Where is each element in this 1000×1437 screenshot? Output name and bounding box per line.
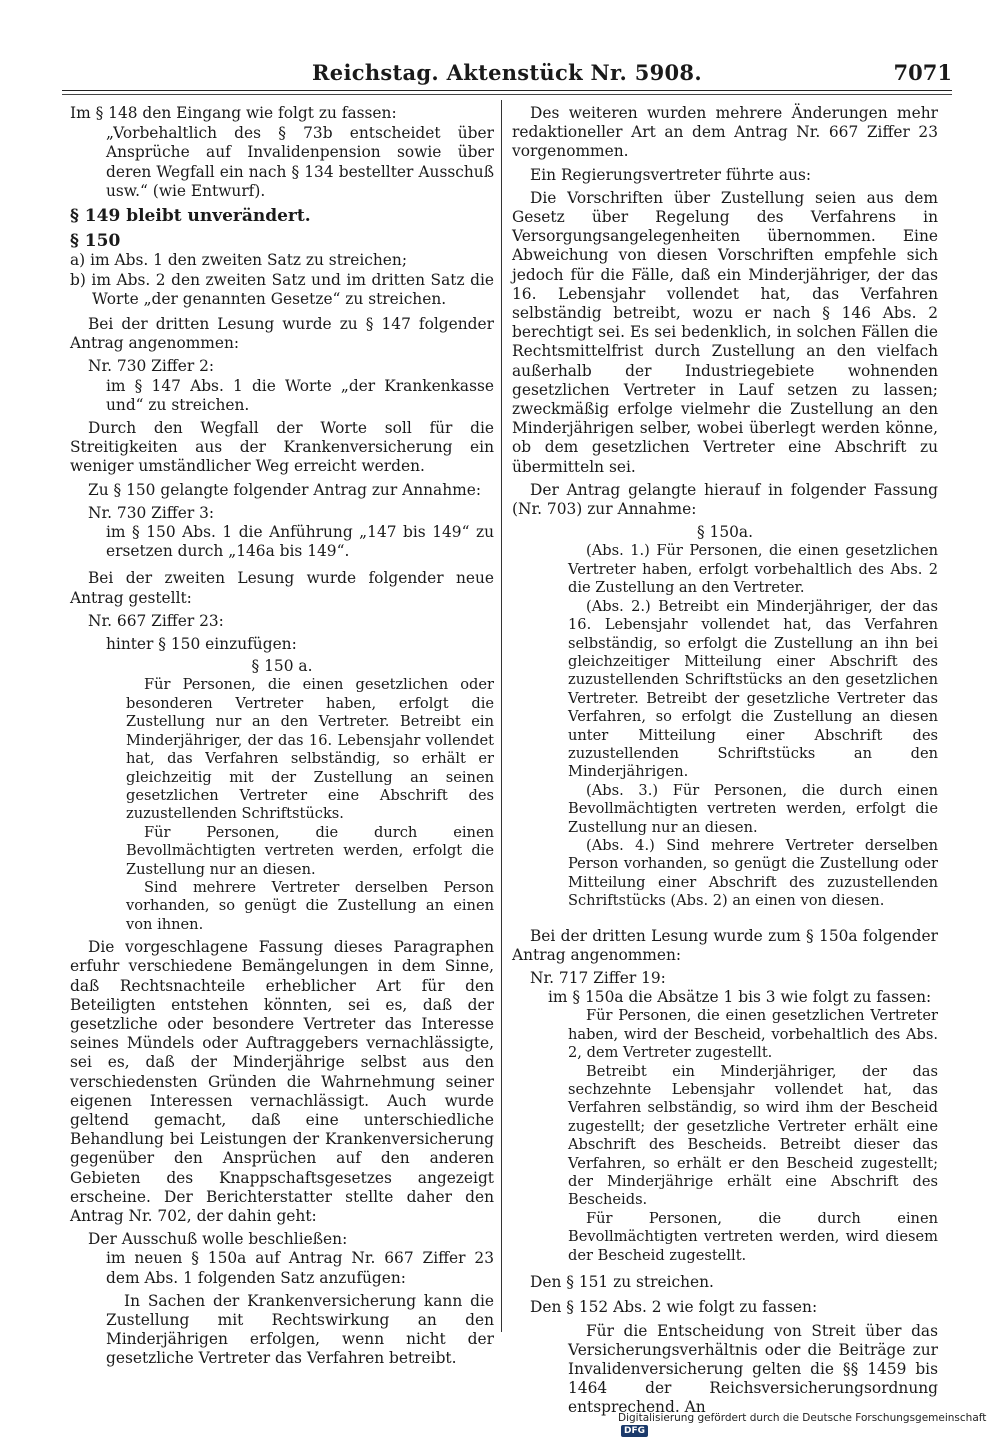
list-item: b) im Abs. 2 den zweiten Satz und im dritten Satz die Worte „der genannten Gesetze“ zu streichen. bbox=[70, 270, 494, 308]
paragraph: Für Personen, die durch einen Bevollmächtigten vertreten werden, erfolgt die Zustellung nur an diesen. bbox=[126, 823, 494, 878]
paragraph: Sind mehrere Vertreter derselben Person vorhanden, so genügt die Zustellung an einen von ihnen. bbox=[126, 878, 494, 933]
paragraph: im neuen § 150a auf Antrag Nr. 667 Ziffer 23 dem Abs. 1 folgenden Satz anzufügen: bbox=[106, 1249, 494, 1287]
section-label: § 150 a. bbox=[251, 657, 313, 676]
paragraph: Betreibt ein Minderjähriger, der das sechzehnte Lebensjahr vollendet hat, das Verfahren selbständig, so wird ihm der Bescheid zugestellt; der gesetzliche Vertreter erhält eine Abschrift des Bescheids. Betreibt dieser das Verfahren, so erhält er den Bescheid zugestellt; der Minderjährige erhält eine Abschrift des Bescheids. bbox=[568, 1062, 938, 1209]
paragraph: hinter § 150 einzufügen: bbox=[106, 635, 297, 654]
paragraph: Bei der zweiten Lesung wurde folgender neue Antrag gestellt: bbox=[70, 569, 494, 607]
paragraph: Bei der dritten Lesung wurde zum § 150a folgender Antrag angenommen: bbox=[512, 926, 938, 964]
paragraph: Für Personen, die einen gesetzlichen oder besonderen Vertreter haben, erfolgt die Zustellung nur an den Vertreter. Betreibt ein Minderjähriger, der das 16. Lebensjahr vollendet hat, das Verfahren selbständig, so erhält er gleichzeitig mit der Zustellung an seinen gesetzlichen Vertreter eine Abschrift des zuzustellenden Schriftstücks. bbox=[126, 676, 494, 823]
section-heading: § 149 bleibt unverändert. bbox=[70, 206, 311, 227]
paragraph: Der Antrag gelangte hierauf in folgender Fassung (Nr. 703) zur Annahme: bbox=[512, 480, 938, 519]
paragraph: Der Ausschuß wolle beschließen: bbox=[88, 1230, 348, 1249]
motion-ref: Nr. 667 Ziffer 23: bbox=[88, 611, 224, 630]
header-title: Reichstag. Aktenstück Nr. 5908. bbox=[312, 60, 702, 85]
paragraph: Zu § 150 gelangte folgender Antrag zur Annahme: bbox=[88, 480, 482, 499]
header-rule bbox=[62, 90, 952, 91]
paragraph: Für Personen, die einen gesetzlichen Vertreter haben, wird der Bescheid, vorbehaltlich des Abs. 2, dem Vertreter zugestellt. bbox=[568, 1007, 938, 1062]
paragraph: (Abs. 4.) Sind mehrere Vertreter derselben Person vorhanden, so genügt die Zustellung oder Mitteilung einer Abschrift des zuzustellenden Schriftstücks (Abs. 2) an einen von diesen. bbox=[568, 836, 938, 910]
paragraph: Ein Regierungsvertreter führte aus: bbox=[530, 165, 812, 184]
paragraph: im § 147 Abs. 1 die Worte „der Krankenkasse und“ zu streichen. bbox=[106, 376, 494, 414]
column-divider bbox=[501, 100, 502, 1332]
quoted-text: In Sachen der Krankenversicherung kann die Zustellung mit Rechtswirkung an den Minderjährigen erfolgen, wenn nicht der gesetzliche Vertreter das Verfahren betreibt. bbox=[106, 1291, 494, 1368]
section-label: § 150a. bbox=[696, 523, 754, 542]
page-header bbox=[62, 58, 952, 92]
paragraph: (Abs. 3.) Für Personen, die durch einen Bevollmächtigten vertreten werden, erfolgt die Zustellung nur an diesen. bbox=[568, 781, 938, 836]
paragraph: Durch den Wegfall der Worte soll für die Streitigkeiten aus der Krankenversicherung ein weniger umständlicher Weg erreicht werden. bbox=[70, 419, 494, 476]
paragraph: Die Vorschriften über Zustellung seien aus dem Gesetz über Regelung des Verfahrens in Versorgungsangelegenheiten übernommen. Eine Abweichung von diesen Vorschriften empfehle sich jedoch für die Fälle, daß ein Minderjähriger, der das 16. Lebensjahr vollendet hat, das Verfahren selbständig betreibt, wozu er nach § 146 Abs. 2 berechtigt sei. Es sei bedenklich, in solchen Fällen die Rechtsmittelfrist durch Zustellung an den vielfach außerhalb der Industriegebiete wohnenden gesetzlichen Vertreter in Lauf setzen zu lassen; zweckmäßig erfolge vielmehr die Zustellung an den Minderjährigen selber, wobei überlegt werden könne, ob dem gesetzlichen Vertreter eine Abschrift zu übermitteln sei. bbox=[512, 188, 938, 476]
left-column bbox=[70, 104, 494, 1369]
paragraph: Für die Entscheidung von Streit über das Versicherungsverhältnis oder die Beiträge zur Invalidenversicherung gelten die §§ 1459 bis 1464 der Reichsversicherungsordnung entsprechend. An bbox=[568, 1321, 938, 1417]
section-heading: § 150 bbox=[70, 231, 121, 252]
right-column bbox=[512, 104, 938, 1418]
motion-ref: Nr. 717 Ziffer 19: bbox=[530, 969, 666, 987]
paragraph: (Abs. 1.) Für Personen, die einen gesetzlichen Vertreter haben, erfolgt vorbehaltlich des Abs. 2 die Zustellung an den Vertreter. bbox=[568, 542, 938, 597]
list-item: a) im Abs. 1 den zweiten Satz zu streichen; bbox=[70, 251, 408, 270]
page-number: 7071 bbox=[893, 60, 952, 85]
paragraph: Die vorgeschlagene Fassung dieses Paragraphen erfuhr verschiedene Bemängelungen in dem Sinne, daß Rechtsnachteile erheblicher Art für den Beteiligten entstehen könnten, sei es, daß der gesetzliche oder besondere Vertreter das Interesse seines Mündels oder Auftraggebers vernachlässigte, sei es, daß der Minderjährige selbst aus den verschiedensten Gründen die Wahrnehmung seiner eigenen Interessen vernachlässigt. Auch wurde geltend gemacht, daß eine unterschiedliche Behandlung bei Leistungen der Krankenversicherung gegenüber den Ansprüchen auf den anderen Gebieten des Knappschaftsgesetzes angezeigt erscheine. Der Berichterstatter stellte daher den Antrag Nr. 702, der dahin geht: bbox=[70, 938, 494, 1226]
paragraph: Den § 152 Abs. 2 wie folgt zu fassen: bbox=[530, 1298, 818, 1317]
paragraph: Bei der dritten Lesung wurde zu § 147 folgender Antrag angenommen: bbox=[70, 315, 494, 353]
header-rule-thin bbox=[62, 94, 952, 95]
paragraph: Den § 151 zu streichen. bbox=[530, 1273, 714, 1292]
motion-ref: Nr. 730 Ziffer 3: bbox=[88, 503, 215, 522]
paragraph: im § 150 Abs. 1 die Anführung „147 bis 149“ zu ersetzen durch „146a bis 149“. bbox=[106, 523, 494, 561]
motion-ref: Nr. 730 Ziffer 2: bbox=[88, 357, 215, 376]
paragraph: Des weiteren wurden mehrere Änderungen mehr redaktioneller Art an dem Antrag Nr. 667 Ziffer 23 vorgenommen. bbox=[512, 104, 938, 161]
footer-credit bbox=[618, 1412, 1000, 1437]
quoted-text: „Vorbehaltlich des § 73b entscheidet über Ansprüche auf Invalidenpension sowie über deren Wegfall ein nach § 134 bestellter Ausschuß usw.“ (wie Entwurf). bbox=[106, 124, 494, 200]
paragraph: Im § 148 den Eingang wie folgt zu fassen: bbox=[70, 104, 397, 122]
paragraph: Für Personen, die durch einen Bevollmächtigten vertreten werden, wird diesem der Bescheid zugestellt. bbox=[568, 1209, 938, 1264]
paragraph: (Abs. 2.) Betreibt ein Minderjähriger, der das 16. Lebensjahr vollendet hat, das Verfahren selbständig, so erfolgt die Zustellung an ihn bei gleichzeitiger Mitteilung einer Abschrift des zuzustellenden Schriftstücks an den gesetzlichen Vertreter. Betreibt der gesetzliche Vertreter das Verfahren, so erfolgt die Zustellung an diesen unter Mitteilung einer Abschrift des zuzustellenden Schriftstücks an den Minderjährigen. bbox=[568, 597, 938, 781]
footer-text: Digitalisierung gefördert durch die Deutsche Forschungsgemeinschaft bbox=[618, 1412, 987, 1424]
dfg-logo: DFG bbox=[621, 1425, 648, 1437]
paragraph: im § 150a die Absätze 1 bis 3 wie folgt zu fassen: bbox=[548, 988, 932, 1007]
